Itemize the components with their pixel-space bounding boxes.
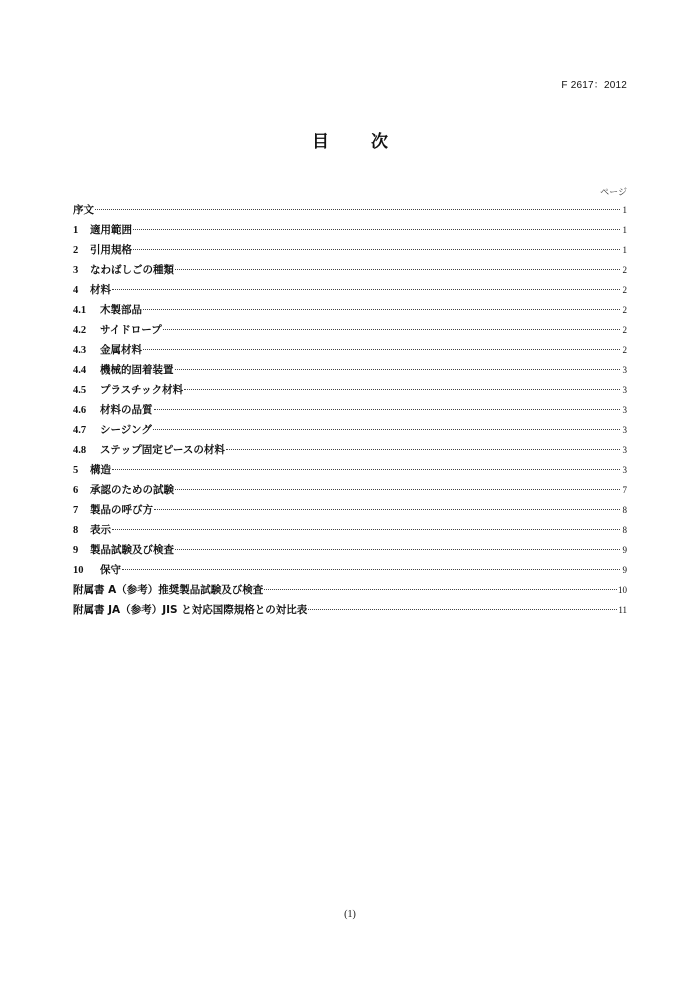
toc-leader-dots [95, 209, 620, 210]
toc-entry-number: 4.3 [73, 345, 87, 356]
toc-entry-title: プラスチック材料 [100, 384, 184, 396]
toc-entry-number: 4.8 [73, 445, 87, 456]
toc-entry[interactable] [73, 400, 627, 420]
toc-entry-title: 適用範囲 [90, 224, 132, 236]
toc-entry-page: 8 [622, 525, 627, 535]
toc-entry-number: 4.5 [73, 385, 87, 396]
toc-entry-page: 1 [622, 205, 627, 215]
toc-entry-page: 8 [622, 505, 627, 515]
toc-entry-title: 製品試験及び検査 [90, 544, 174, 556]
toc-entry-title: なわばしごの種類 [90, 264, 174, 276]
toc-leader-dots [112, 469, 620, 470]
toc-entry-number: 7 [73, 505, 79, 516]
toc-leader-dots [163, 329, 620, 330]
toc-leader-dots [112, 529, 620, 530]
toc-entry-number: 4.2 [73, 325, 87, 336]
toc-entry-title: 保守 [100, 564, 121, 576]
toc-entry-page: 3 [622, 445, 627, 455]
toc-leader-dots [112, 289, 620, 290]
toc-entry-title: シージング [100, 424, 152, 436]
toc-entry-number: 4.4 [73, 365, 87, 376]
toc-entry-number: 1 [73, 225, 79, 236]
toc-entry-title: 機械的固着装置 [100, 364, 174, 376]
toc-entry-title: 製品の呼び方 [90, 504, 153, 516]
toc-entry[interactable] [73, 560, 627, 580]
toc-leader-dots [175, 369, 621, 370]
toc-entry-page: 3 [622, 465, 627, 475]
toc-entry[interactable] [73, 220, 627, 240]
toc-leader-dots [154, 409, 621, 410]
toc-entry-number: 4.1 [73, 305, 87, 316]
toc-entry[interactable] [73, 520, 627, 540]
toc-entry-number: 9 [73, 545, 79, 556]
toc-leader-dots [175, 549, 620, 550]
page-column-label: ページ [600, 188, 627, 198]
document-number: F 2617：2012 [561, 80, 627, 91]
toc-entry[interactable] [73, 600, 627, 620]
table-of-contents [73, 200, 627, 620]
toc-entry-page: 3 [622, 365, 627, 375]
toc-entry-page: 3 [622, 385, 627, 395]
toc-entry-title: 構造 [90, 464, 111, 476]
toc-entry-page: 11 [618, 605, 627, 615]
toc-leader-dots [133, 249, 620, 250]
toc-entry[interactable] [73, 420, 627, 440]
toc-entry[interactable] [73, 540, 627, 560]
toc-entry-page: 2 [622, 285, 627, 295]
toc-entry-title: 材料の品質 [100, 404, 153, 416]
toc-entry-number: 3 [73, 265, 79, 276]
toc-leader-dots [175, 489, 620, 490]
toc-entry-page: 3 [622, 405, 627, 415]
toc-entry-number: 5 [73, 465, 79, 476]
toc-entry[interactable] [73, 360, 627, 380]
toc-entry[interactable] [73, 460, 627, 480]
toc-entry-number: 6 [73, 485, 79, 496]
toc-leader-dots [143, 349, 620, 350]
toc-entry-title: 木製部品 [100, 304, 142, 316]
toc-entry[interactable] [73, 260, 627, 280]
toc-entry-page: 2 [622, 325, 627, 335]
toc-entry-title: 引用規格 [90, 244, 132, 256]
toc-entry-page: 2 [622, 345, 627, 355]
toc-leader-dots [184, 389, 620, 390]
toc-entry-page: 9 [622, 545, 627, 555]
toc-entry-title: 序文 [73, 204, 94, 216]
toc-entry-title: ステップ固定ピースの材料 [100, 444, 225, 456]
toc-leader-dots [308, 609, 617, 610]
toc-entry-number: 2 [73, 245, 79, 256]
toc-entry[interactable] [73, 320, 627, 340]
toc-entry[interactable] [73, 300, 627, 320]
toc-leader-dots [175, 269, 620, 270]
toc-entry-title: 附属書 A（参考）推奨製品試験及び検査 [73, 584, 264, 596]
toc-entry[interactable] [73, 580, 627, 600]
toc-leader-dots [122, 569, 620, 570]
toc-entry[interactable] [73, 280, 627, 300]
toc-entry-title: 承認のための試験 [90, 484, 174, 496]
toc-entry-page: 2 [622, 305, 627, 315]
toc-entry-page: 2 [622, 265, 627, 275]
toc-leader-dots [264, 589, 617, 590]
toc-entry-page: 9 [622, 565, 627, 575]
toc-entry-page: 1 [622, 225, 627, 235]
toc-leader-dots [154, 509, 620, 510]
toc-entry[interactable] [73, 240, 627, 260]
toc-entry-title: 表示 [90, 524, 111, 536]
toc-entry-page: 10 [618, 585, 627, 595]
toc-entry-title: サイドロープ [100, 324, 162, 336]
toc-entry-number: 4.7 [73, 425, 87, 436]
toc-entry-number: 8 [73, 525, 79, 536]
toc-leader-dots [143, 309, 620, 310]
toc-leader-dots [226, 449, 620, 450]
toc-entry[interactable] [73, 480, 627, 500]
toc-entry[interactable] [73, 500, 627, 520]
toc-entry[interactable] [73, 340, 627, 360]
toc-entry[interactable] [73, 380, 627, 400]
toc-title: 目 次 [312, 132, 406, 152]
footer-page-number: (1) [344, 909, 356, 920]
toc-leader-dots [133, 229, 620, 230]
toc-entry[interactable] [73, 440, 627, 460]
toc-entry-page: 1 [622, 245, 627, 255]
toc-entry-number: 4 [73, 285, 79, 296]
toc-entry-title: 金属材料 [100, 344, 142, 356]
toc-entry-number: 4.6 [73, 405, 87, 416]
toc-entry-title: 附属書 JA（参考）JIS と対応国際規格との対比表 [73, 604, 308, 616]
toc-entry-number: 10 [73, 565, 84, 576]
toc-entry-page: 7 [622, 485, 627, 495]
toc-entry-title: 材料 [90, 284, 111, 296]
toc-entry[interactable] [73, 200, 627, 220]
toc-leader-dots [153, 429, 620, 430]
toc-entry-page: 3 [622, 425, 627, 435]
